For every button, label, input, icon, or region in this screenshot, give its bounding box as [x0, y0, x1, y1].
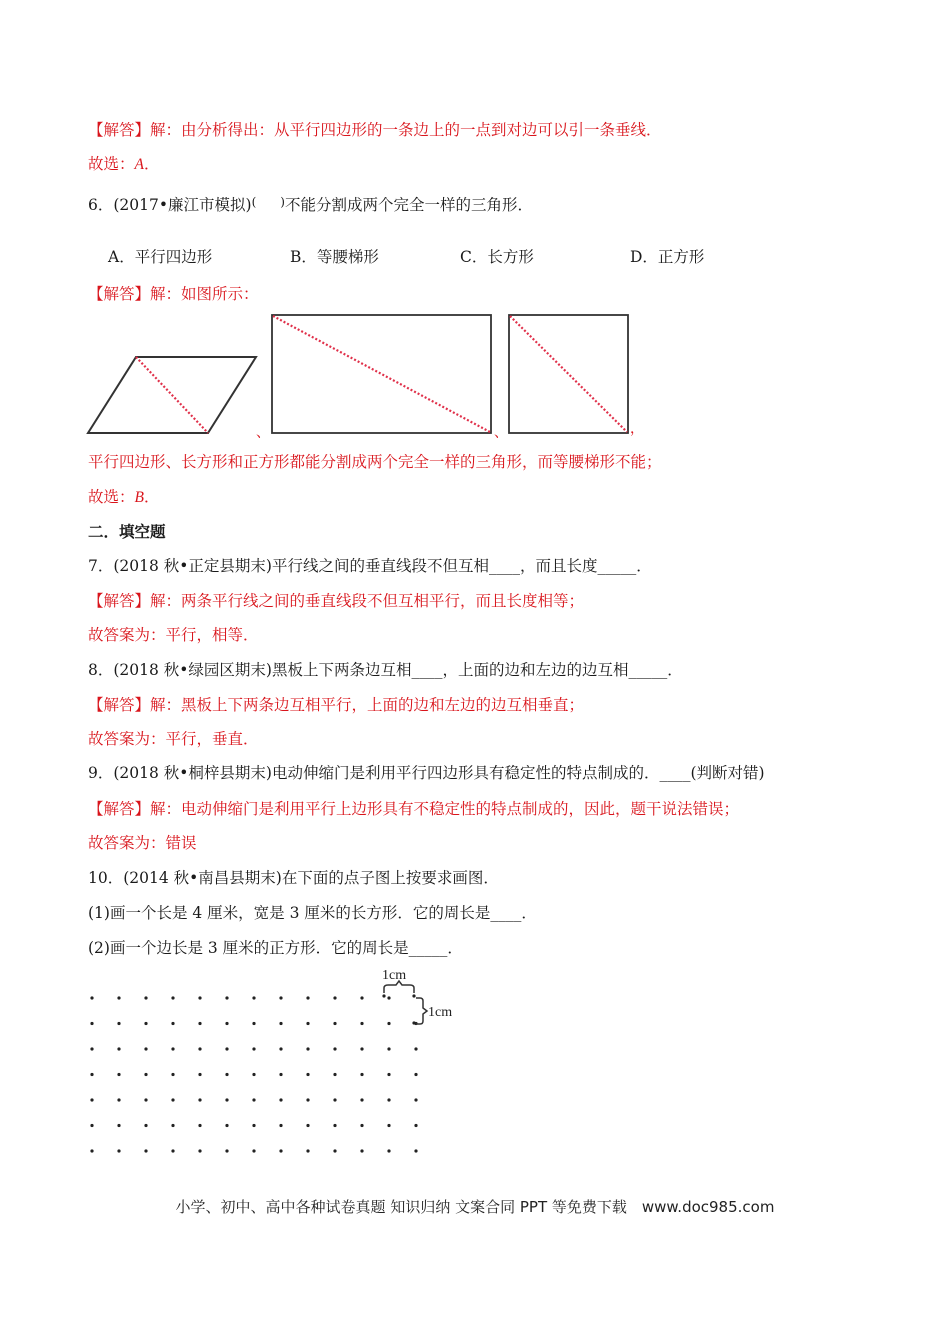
legend-dot: [412, 994, 415, 997]
grid-dot[interactable]: [198, 996, 201, 999]
grid-dot[interactable]: [333, 1073, 336, 1076]
legend-dot: [412, 1021, 415, 1024]
grid-dot[interactable]: [252, 1022, 255, 1025]
grid-dot[interactable]: [198, 1073, 201, 1076]
answer-text: 解：如图所示：: [150, 285, 259, 303]
grid-dot[interactable]: [117, 996, 120, 999]
grid-dot[interactable]: [90, 1124, 93, 1127]
grid-dot[interactable]: [360, 1124, 363, 1127]
rectangle-figure: [270, 312, 496, 436]
q7-answer: [88, 591, 584, 611]
grid-dot[interactable]: [387, 1149, 390, 1152]
square-figure: [507, 312, 631, 436]
answer-text: 解：黑板上下两条边互相平行，上面的边和左边的边互相垂直；: [150, 696, 585, 714]
grid-dot[interactable]: [171, 1047, 174, 1050]
grid-dot[interactable]: [144, 1073, 147, 1076]
grid-dot[interactable]: [414, 1047, 417, 1050]
answer-text: 解：两条平行线之间的垂直线段不但互相平行，而且长度相等；: [150, 592, 585, 610]
grid-dot[interactable]: [198, 1149, 201, 1152]
grid-dot[interactable]: [198, 1124, 201, 1127]
answer-tag: 【解答】: [88, 696, 151, 714]
grid-dot[interactable]: [90, 1098, 93, 1101]
grid-dot[interactable]: [144, 1124, 147, 1127]
grid-dot[interactable]: [171, 1124, 174, 1127]
question-source: (2017•廉江市模拟): [113, 196, 252, 214]
grid-dot[interactable]: [360, 1047, 363, 1050]
vertical-brace-icon: [416, 998, 427, 1024]
choice-suffix: ．: [143, 488, 160, 506]
grid-dot[interactable]: [279, 1022, 282, 1025]
grid-dot[interactable]: [306, 1098, 309, 1101]
answer-text: 解：由分析得出：从平行四边形的一条边上的一点到对边可以引一条垂线．: [150, 121, 662, 139]
grid-dot[interactable]: [414, 1098, 417, 1101]
grid-dot[interactable]: [117, 1073, 120, 1076]
q9-stem: 9．(2018 秋•桐梓县期末)电动伸缩门是利用平行四边形具有稳定性的特点制成的．____(判断对错): [88, 764, 765, 782]
unit-label-horizontal: 1cm: [382, 968, 407, 983]
grid-dot[interactable]: [252, 1047, 255, 1050]
grid-dot[interactable]: [90, 1073, 93, 1076]
q9-final: 故答案为：错误: [88, 834, 197, 852]
grid-dot[interactable]: [360, 1098, 363, 1101]
option-c: C．长方形: [460, 248, 534, 266]
grid-dot[interactable]: [279, 996, 282, 999]
grid-dot[interactable]: [144, 996, 147, 999]
grid-dot[interactable]: [117, 1047, 120, 1050]
answer-tag: 【解答】: [88, 121, 151, 139]
grid-dot[interactable]: [117, 1124, 120, 1127]
q8-answer: [88, 695, 584, 715]
choice-suffix: ．: [143, 155, 160, 173]
separator: 、: [256, 425, 270, 441]
q9-answer: [88, 799, 739, 819]
grid-dot[interactable]: [171, 996, 174, 999]
parallelogram-figure: [84, 352, 264, 438]
grid-dot[interactable]: [333, 1149, 336, 1152]
section-title: 二．填空题: [88, 522, 166, 541]
answer-tag: 【解答】: [88, 800, 151, 818]
rectangle-shape: [272, 315, 491, 433]
grid-dot[interactable]: [144, 1098, 147, 1101]
grid-dot[interactable]: [387, 1073, 390, 1076]
grid-dot[interactable]: [333, 1098, 336, 1101]
answer-tag: 【解答】: [88, 285, 151, 303]
grid-dot[interactable]: [198, 1047, 201, 1050]
grid-dot[interactable]: [117, 1149, 120, 1152]
page-footer: 小学、初中、高中各种试卷真题 知识归纳 文案合同 PPT 等免费下载 www.doc985.com: [175, 1198, 775, 1216]
grid-dot[interactable]: [387, 1098, 390, 1101]
grid-dot[interactable]: [360, 1022, 363, 1025]
grid-dot[interactable]: [333, 996, 336, 999]
grid-dot[interactable]: [279, 1149, 282, 1152]
answer-tag: 【解答】: [88, 592, 151, 610]
choice-letter: B: [134, 489, 144, 506]
grid-dot[interactable]: [279, 1124, 282, 1127]
grid-dot[interactable]: [333, 1047, 336, 1050]
option-d: D．正方形: [630, 248, 705, 266]
grid-dot[interactable]: [306, 1047, 309, 1050]
grid-dot[interactable]: [225, 1098, 228, 1101]
grid-dot[interactable]: [90, 996, 93, 999]
legend-dot: [382, 994, 385, 997]
grid-dot[interactable]: [171, 1022, 174, 1025]
grid-dot[interactable]: [252, 1149, 255, 1152]
grid-dot[interactable]: [225, 996, 228, 999]
grid-dot[interactable]: [387, 1047, 390, 1050]
grid-dot[interactable]: [144, 1022, 147, 1025]
q5-answer-line: [88, 120, 662, 140]
parallelogram-diagonal: [136, 357, 208, 433]
grid-dot[interactable]: [90, 1149, 93, 1152]
grid-dot[interactable]: [225, 1073, 228, 1076]
grid-dot[interactable]: [117, 1098, 120, 1101]
grid-dot[interactable]: [306, 1022, 309, 1025]
rectangle-diagonal: [273, 316, 490, 432]
grid-dot[interactable]: [144, 1047, 147, 1050]
grid-dot[interactable]: [306, 1073, 309, 1076]
square-diagonal: [510, 316, 627, 432]
grid-dot[interactable]: [279, 1073, 282, 1076]
grid-dot[interactable]: [225, 1124, 228, 1127]
grid-dot[interactable]: [144, 1149, 147, 1152]
grid-dot[interactable]: [171, 1073, 174, 1076]
grid-dot[interactable]: [414, 1124, 417, 1127]
grid-dot[interactable]: [333, 1022, 336, 1025]
choice-prefix: 故选：: [88, 488, 135, 506]
option-a: A．平行四边形: [108, 248, 213, 266]
question-number: 6．: [88, 196, 114, 214]
unit-label-vertical: 1cm: [428, 1005, 453, 1020]
separator: ，: [630, 421, 644, 437]
grid-dot[interactable]: [360, 1149, 363, 1152]
grid-dot[interactable]: [414, 1073, 417, 1076]
grid-dot[interactable]: [252, 1098, 255, 1101]
grid-dot[interactable]: [279, 1098, 282, 1101]
option-b: B．等腰梯形: [290, 248, 379, 266]
grid-dot[interactable]: [90, 1047, 93, 1050]
grid-dot[interactable]: [90, 1022, 93, 1025]
separator: 、: [494, 425, 508, 441]
grid-dot[interactable]: [198, 1098, 201, 1101]
grid-dot[interactable]: [171, 1149, 174, 1152]
grid-dot[interactable]: [360, 1073, 363, 1076]
q6-choice-line: [88, 487, 160, 508]
q10-part1: (1)画一个长是 4 厘米，宽是 3 厘米的长方形．它的周长是____．: [88, 904, 537, 922]
choice-letter: A: [134, 156, 144, 173]
choice-prefix: 故选：: [88, 155, 135, 173]
answer-text: 解：电动伸缩门是利用平行上边形具有不稳定性的特点制成的，因此，题干说法错误；: [150, 800, 740, 818]
grid-dot[interactable]: [279, 1047, 282, 1050]
grid-dot[interactable]: [225, 1022, 228, 1025]
grid-dot[interactable]: [225, 1047, 228, 1050]
q6-answer-lead: [88, 284, 259, 304]
grid-dot[interactable]: [252, 1124, 255, 1127]
grid-dot[interactable]: [306, 996, 309, 999]
q10-part2: (2)画一个边长是 3 厘米的正方形．它的周长是_____．: [88, 939, 463, 957]
q7-final: 故答案为：平行，相等．: [88, 626, 259, 644]
grid-dot[interactable]: [198, 1022, 201, 1025]
q10-stem: 10．(2014 秋•南昌县期末)在下面的点子图上按要求画图．: [88, 869, 499, 887]
grid-dot[interactable]: [171, 1098, 174, 1101]
q8-stem: 8．(2018 秋•绿园区期末)黑板上下两条边互相____，上面的边和左边的边互相_____．: [88, 661, 683, 679]
grid-dot[interactable]: [252, 1073, 255, 1076]
grid-dot[interactable]: [252, 996, 255, 999]
answer-bracket: ( ): [251, 195, 285, 209]
q8-final: 故答案为：平行，垂直．: [88, 730, 259, 748]
q6-stem: [88, 192, 533, 215]
grid-dot[interactable]: [306, 1124, 309, 1127]
scale-legend: [376, 966, 466, 1028]
grid-dot[interactable]: [333, 1124, 336, 1127]
grid-dot[interactable]: [360, 996, 363, 999]
grid-dot[interactable]: [414, 1149, 417, 1152]
q6-conclusion: 平行四边形、长方形和正方形都能分割成两个完全一样的三角形，而等腰梯形不能；: [88, 453, 662, 471]
question-text: 不能分割成两个完全一样的三角形．: [284, 196, 533, 214]
grid-dot[interactable]: [306, 1149, 309, 1152]
grid-dot[interactable]: [225, 1149, 228, 1152]
grid-dot[interactable]: [117, 1022, 120, 1025]
q7-stem: 7．(2018 秋•正定县期末)平行线之间的垂直线段不但互相____，而且长度_____．: [88, 557, 652, 575]
grid-dot[interactable]: [387, 1124, 390, 1127]
q5-choice-line: [88, 154, 160, 175]
